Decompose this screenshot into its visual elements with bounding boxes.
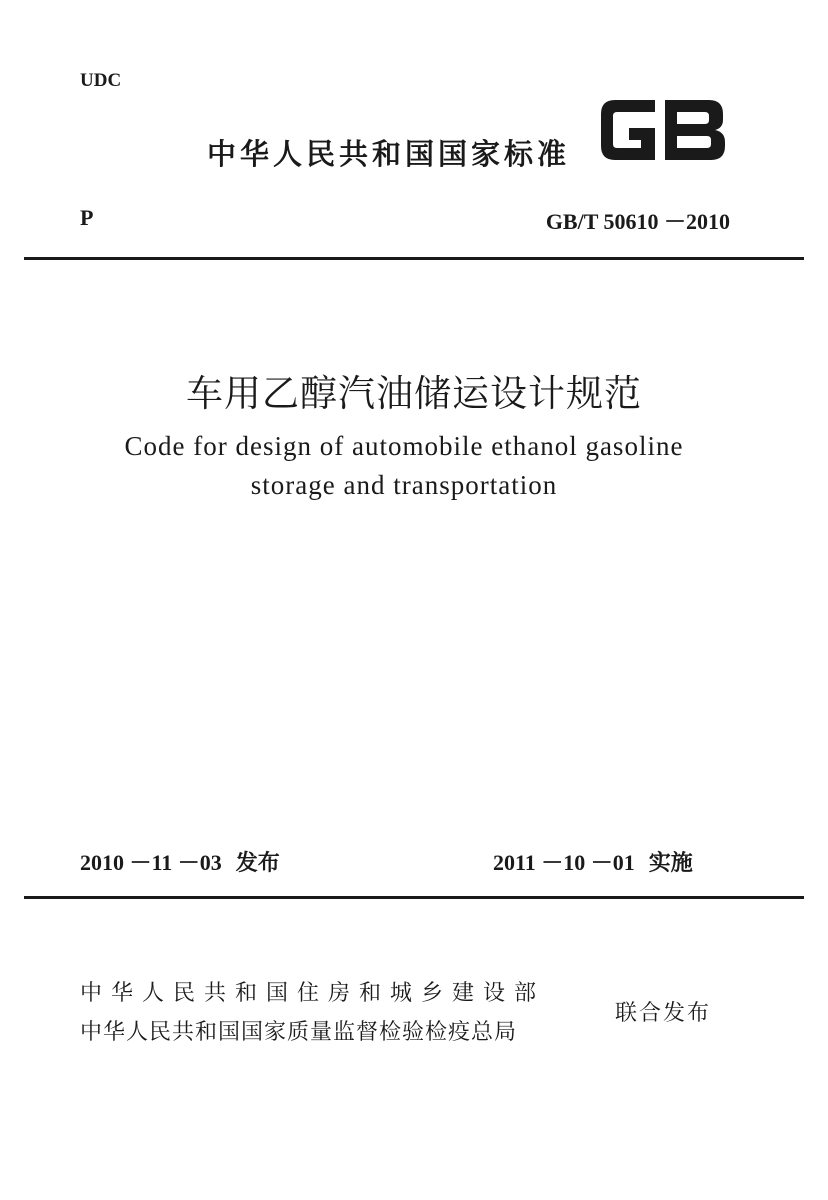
publisher-line1: 中华人民共和国住房和城乡建设部 — [80, 981, 546, 1006]
publisher-line2: 中华人民共和国国家质量监督检验检疫总局 — [80, 1020, 518, 1045]
gb-logo-b-shape — [665, 100, 725, 160]
issue-label: 发布 — [235, 851, 280, 876]
classification-code: P — [80, 205, 94, 230]
gb-logo-g-shape — [601, 100, 655, 160]
gb-logo-icon — [597, 94, 733, 166]
implement-date-block — [493, 846, 693, 877]
implement-label: 实施 — [648, 851, 693, 876]
english-title-line2: storage and transportation — [250, 470, 558, 500]
issue-date: 2010 －11 －03 — [80, 850, 222, 875]
udc-label: UDC — [80, 70, 122, 91]
top-divider — [24, 257, 804, 260]
english-title-line1: Code for design of automobile ethanol gasoline — [124, 431, 684, 461]
bottom-divider — [24, 896, 804, 899]
issue-date-block — [80, 846, 280, 877]
chinese-title: 车用乙醇汽油储运设计规范 — [186, 372, 642, 415]
standard-number: GB/T 50610 －2010 — [545, 209, 730, 234]
standard-type-heading: 中华人民共和国国家标准 — [207, 137, 571, 171]
implement-date: 2011 －10 －01 — [493, 850, 635, 875]
joint-publish-label: 联合发布 — [615, 1001, 712, 1026]
